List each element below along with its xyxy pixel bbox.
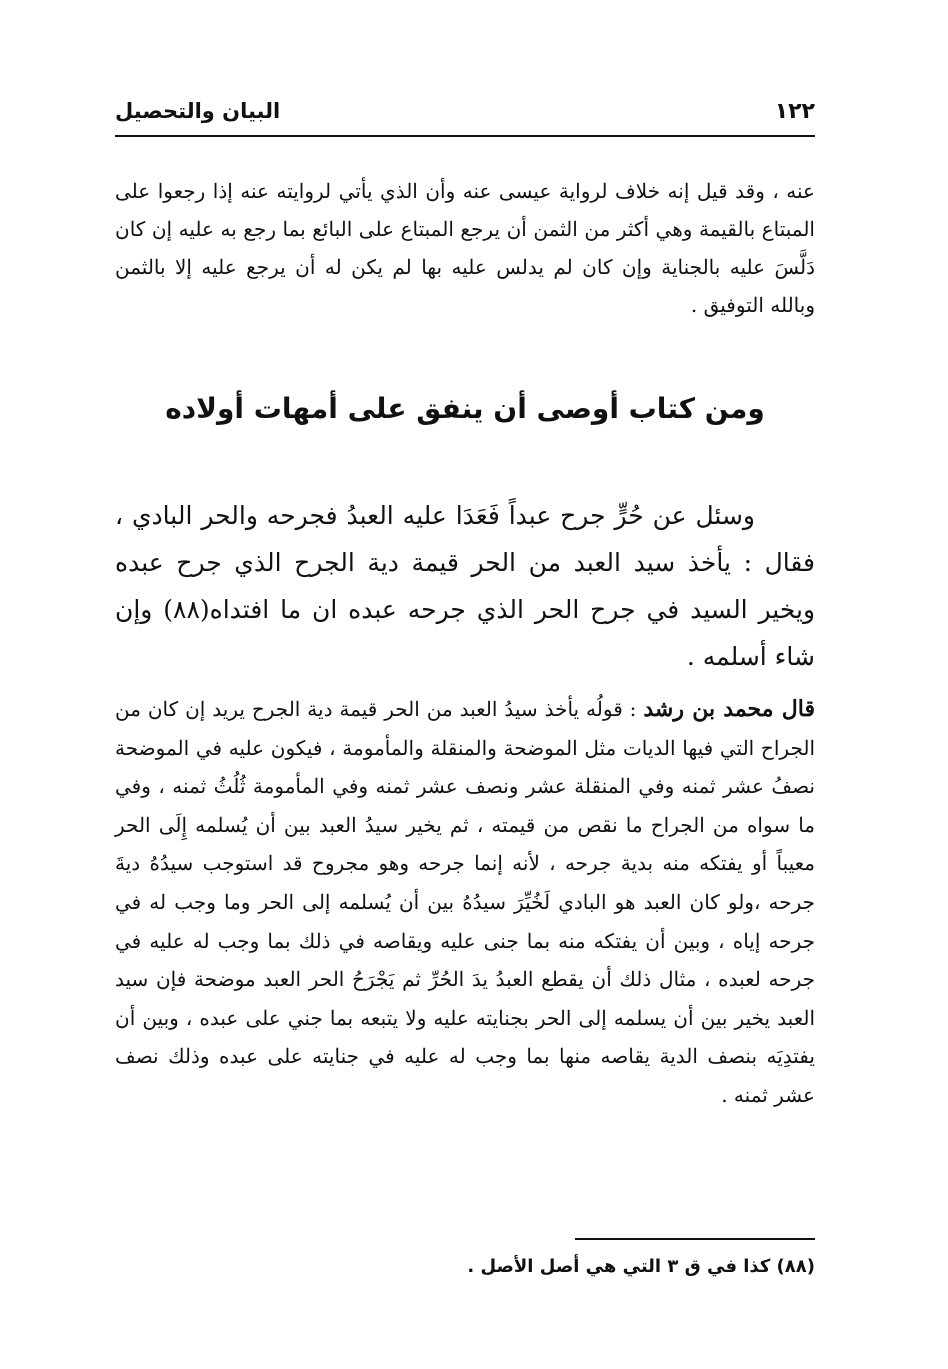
page-number: ١٢٢ xyxy=(774,99,815,124)
answer-speaker: قال محمد بن رشد xyxy=(643,696,815,722)
page-header xyxy=(115,95,815,137)
footnote-88: (٨٨) كذا في ق ٣ التي هي أصل الأصل . xyxy=(467,1256,815,1277)
chapter-heading: ومن كتاب أوصى أن ينفق على أمهات أولاده xyxy=(165,392,765,425)
answer-text: : قولُه يأخذ سيدُ العبد من الحر قيمة دية الجرح يريد إن كان من الجراح التي فيها الديات مثل الموضحة والمنقلة والمأمومة ، فيكون عليه في الموضحة نصفُ عشر ثمنه وفي المنقلة عشر ونصف عشر ثمنه وفي المأمومة ثُلُثُ ثمنه ، وفي ما سواه من الجراح ما نقص من قيمته ، ثم يخير سيدُ العبد بين أن يُسلمه إِلَى الحر معيباً أو يفتكه منه بدية جرحه ، لأنه إنما جرحه وهو مجروح قد استوجب سيدُهُ ديةَ جرحه ،ولو كان العبد هو البادي لَخُيِّرَ سيدُهُ بين أن يُسلمه إلى الحر وما وجب له في جرحه إياه ، وبين أن يفتكه منه بما جنى عليه ويقاصه في ذلك بما وجب له عليه في جرحه لعبده ، مثال ذلك أن يقطع العبدُ يدَ الحُرِّ ثم يَجْرَحُ الحر العبد موضحة فإن سيد العبد يخير بين أن يسلمه إلى الحر بجنايته عليه ولا يتبعه بما جني على عبده ، وبين أن يفتدِيَه بنصف الدية يقاصه منها بما وجب له عليه في جنايته على عبده وذلك نصف عشر ثمنه . xyxy=(115,697,815,1107)
answer-paragraph xyxy=(115,690,815,1115)
footnote-divider xyxy=(575,1238,815,1240)
question-paragraph: وسئل عن حُرٍّ جرح عبداً فَعَدَا عليه العبدُ فجرحه والحر البادي ، فقال : يأخذ سيد العبد من الحر قيمة دية الجرح الذي جرح عبده ويخير السيد في جرح الحر الذي جرحه عبده ان ما افتداه(٨٨) وإن شاء أسلمه . xyxy=(115,501,816,671)
running-title: البيان والتحصيل xyxy=(115,99,281,123)
intro-paragraph: عنه ، وقد قيل إنه خلاف لرواية عيسى عنه وأن الذي يأتي لروايته عنه إذا رجعوا على المبتاع بالقيمة وهي أكثر من الثمن أن يرجع المبتاع على البائع بما رجع به عليه إن كان دَلَّسَ عليه بالجناية وإن كان لم يدلس عليه بها لم يكن له أن يرجع عليه إلا بالثمن وبالله التوفيق . xyxy=(115,179,815,317)
